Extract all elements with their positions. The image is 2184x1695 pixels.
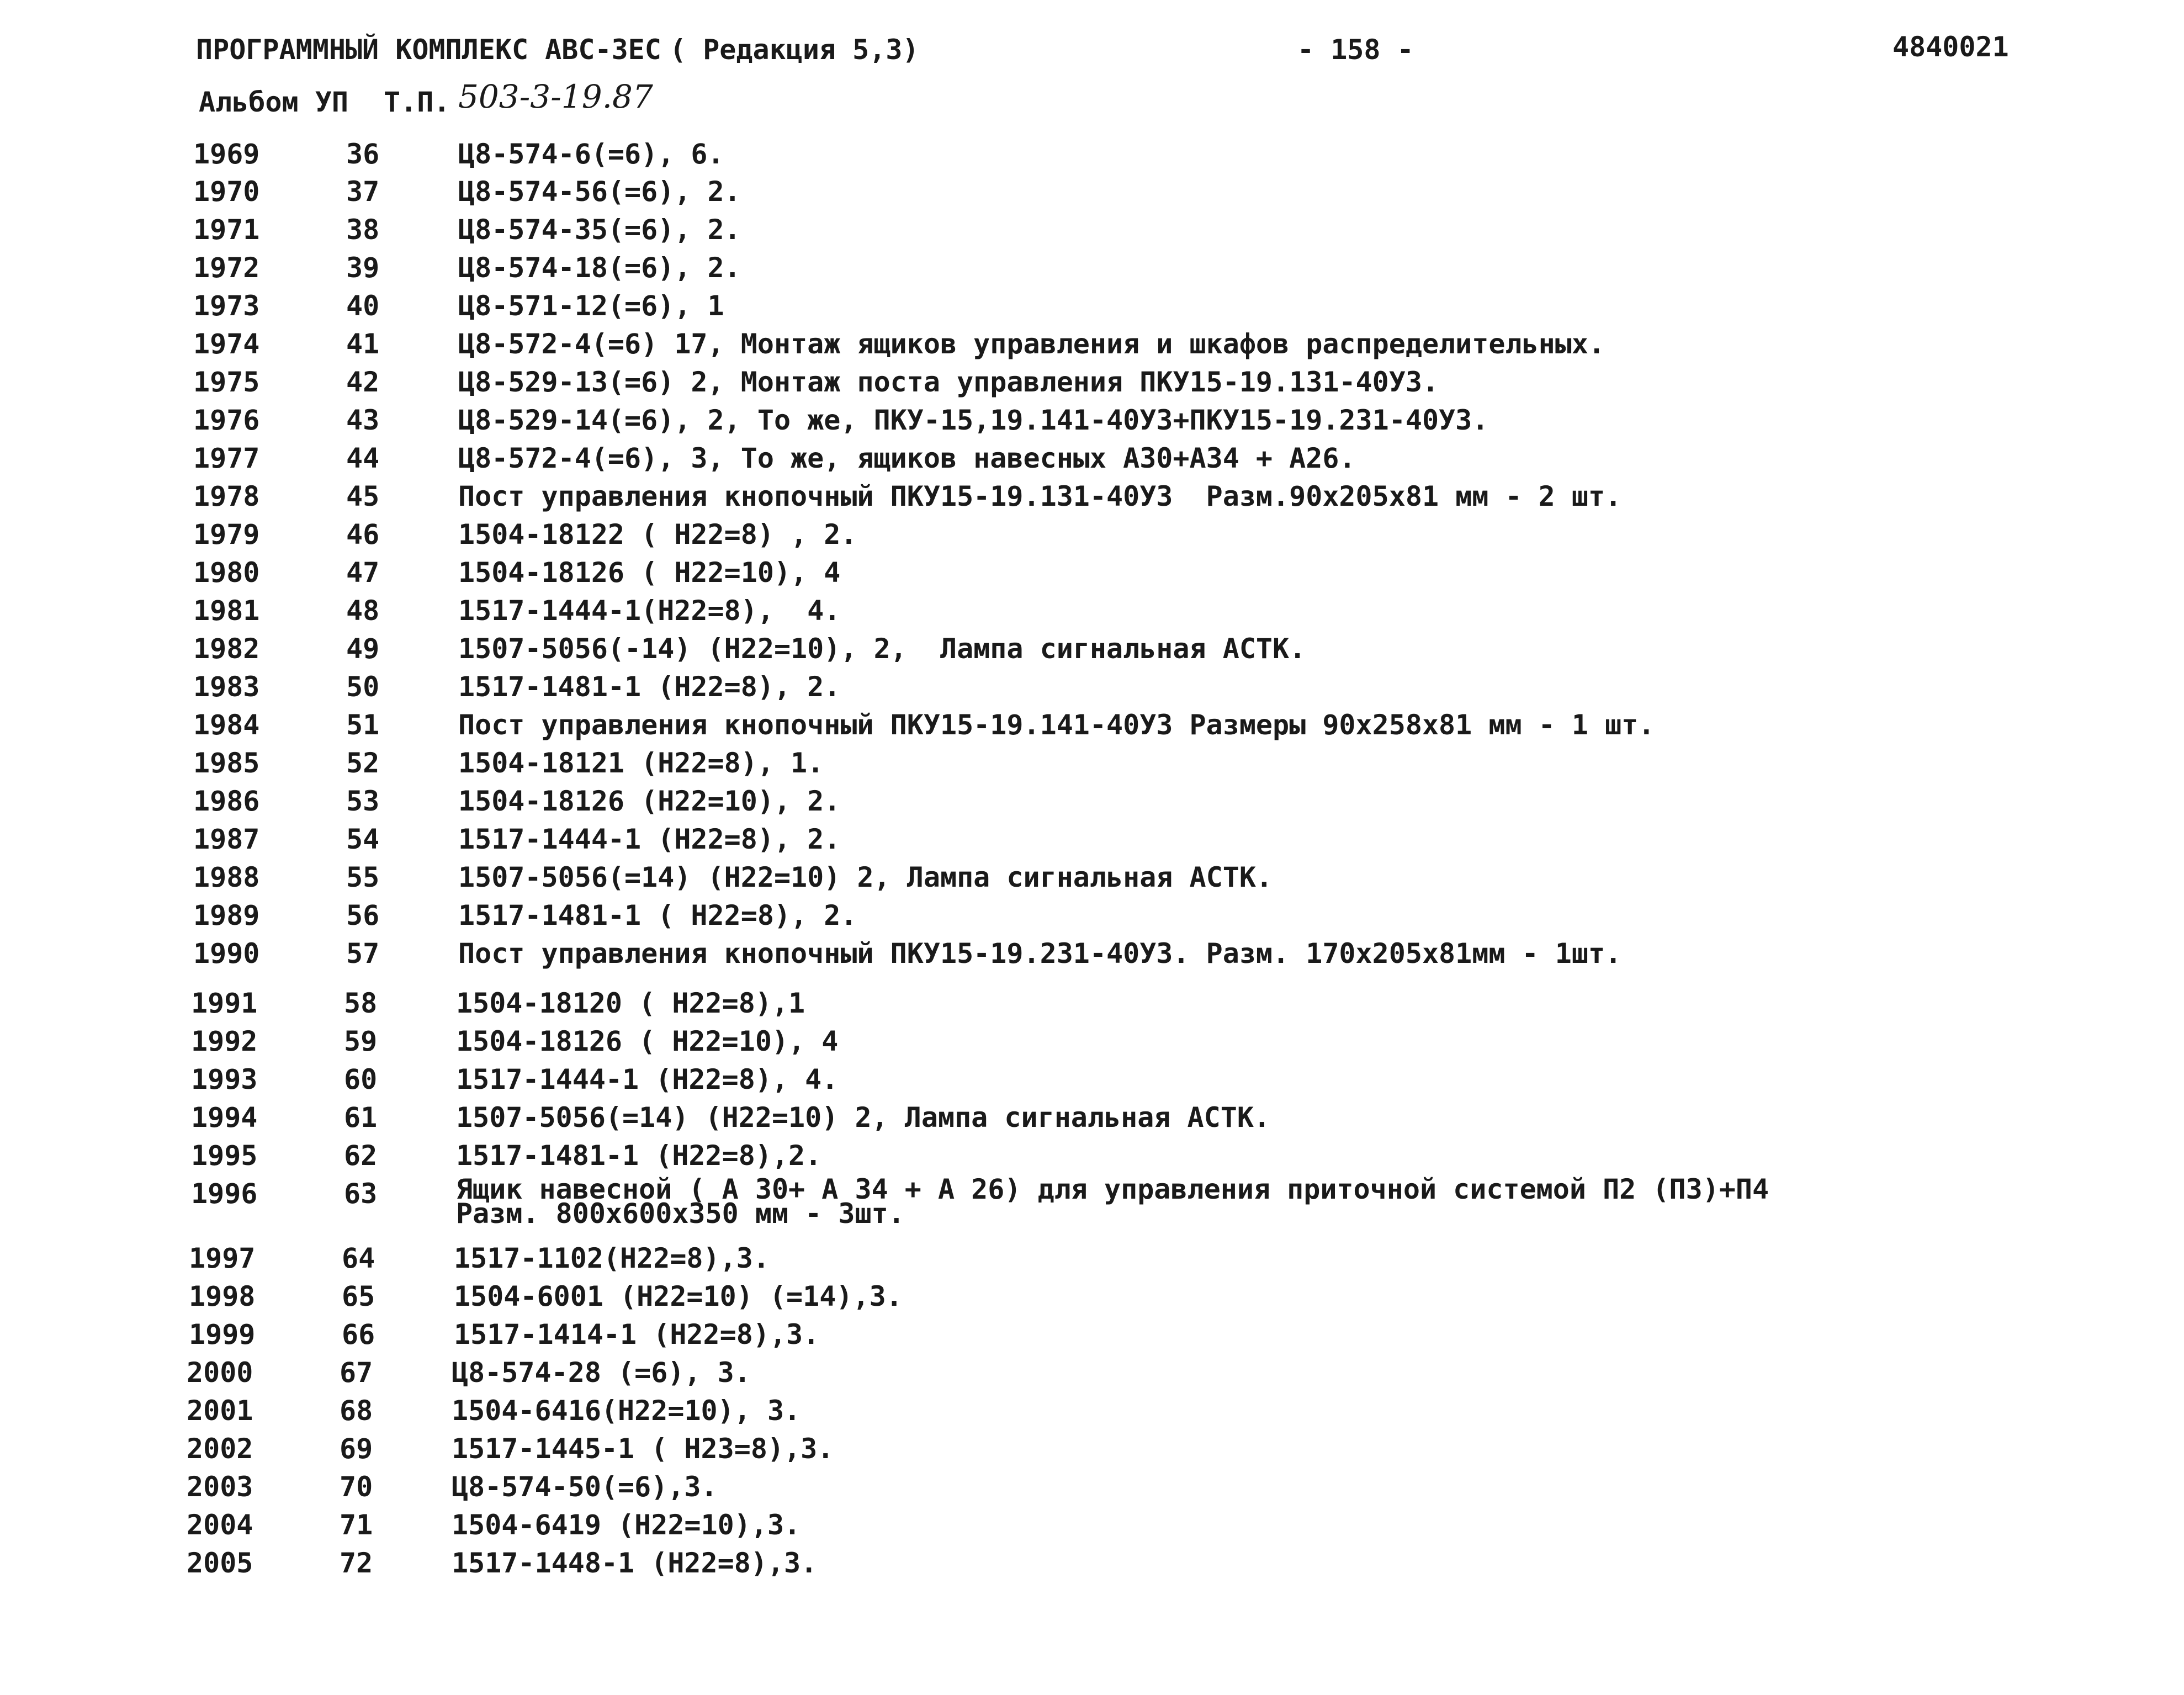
position-number: 55 bbox=[346, 861, 380, 893]
row-description: Ц8-574-18(=6), 2. bbox=[458, 252, 741, 284]
row-description: Пост управления кнопочный ПКУ15-19.141-40У3 Размеры 90х258х81 мм - 1 шт. bbox=[458, 709, 1655, 741]
position-number: 53 bbox=[346, 785, 380, 817]
position-number: 65 bbox=[342, 1280, 375, 1312]
doc-number: 4840021 bbox=[1893, 31, 2009, 63]
row-description: 1504-18120 ( Н22=8),1 bbox=[456, 987, 805, 1019]
position-number: 64 bbox=[342, 1242, 375, 1274]
row-number: 1981 bbox=[193, 595, 260, 627]
row-number: 1995 bbox=[191, 1140, 258, 1172]
row-number: 1998 bbox=[189, 1280, 256, 1312]
position-number: 41 bbox=[346, 328, 380, 360]
row-description: 1517-1102(Н22=8),3. bbox=[454, 1242, 770, 1274]
position-number: 60 bbox=[344, 1063, 378, 1095]
program-title: ПРОГРАММНЫЙ КОМПЛЕКС АВС-ЗЕС bbox=[196, 34, 661, 66]
position-number: 45 bbox=[346, 480, 380, 512]
position-number: 49 bbox=[346, 633, 380, 665]
position-number: 38 bbox=[346, 214, 380, 246]
position-number: 54 bbox=[346, 823, 380, 855]
position-number: 48 bbox=[346, 595, 380, 627]
row-number: 1989 bbox=[193, 899, 260, 931]
position-number: 71 bbox=[340, 1509, 373, 1541]
row-number: 1992 bbox=[191, 1025, 258, 1057]
row-description: Ц8-571-12(=6), 1 bbox=[458, 290, 724, 322]
row-description: 1517-1444-1(Н22=8), 4. bbox=[458, 595, 841, 627]
row-description: 1507-5056(=14) (Н22=10) 2, Лампа сигнальная АСТК. bbox=[456, 1101, 1271, 1133]
row-number: 1971 bbox=[193, 214, 260, 246]
row-description: 1504-18126 ( Н22=10), 4 bbox=[456, 1025, 839, 1057]
edition-label: ( Редакция 5,3) bbox=[670, 34, 919, 66]
position-number: 42 bbox=[346, 366, 380, 398]
row-number: 1976 bbox=[193, 404, 260, 436]
row-description: 1517-1481-1 (Н22=8), 2. bbox=[458, 671, 841, 703]
row-number: 2004 bbox=[187, 1509, 253, 1541]
row-description: Ц8-574-56(=6), 2. bbox=[458, 176, 741, 208]
position-number: 58 bbox=[344, 987, 378, 1019]
row-description bbox=[456, 1173, 1769, 1230]
position-number: 59 bbox=[344, 1025, 378, 1057]
position-number: 47 bbox=[346, 557, 380, 589]
row-number: 1991 bbox=[191, 987, 258, 1019]
row-description: 1517-1448-1 (Н22=8),3. bbox=[452, 1547, 818, 1579]
row-number: 1999 bbox=[189, 1318, 256, 1350]
row-description: 1504-18126 ( Н22=10), 4 bbox=[458, 557, 841, 589]
row-number: 1996 bbox=[191, 1178, 258, 1210]
position-number: 61 bbox=[344, 1101, 378, 1133]
row-description: Ц8-574-28 (=6), 3. bbox=[452, 1357, 751, 1389]
row-number: 1978 bbox=[193, 480, 260, 512]
row-number: 1987 bbox=[193, 823, 260, 855]
row-number: 1969 bbox=[193, 138, 260, 170]
row-number: 1983 bbox=[193, 671, 260, 703]
row-description: 1504-6416(Н22=10), 3. bbox=[452, 1395, 801, 1427]
row-description: Ц8-574-35(=6), 2. bbox=[458, 214, 741, 246]
row-number: 1970 bbox=[193, 176, 260, 208]
position-number: 50 bbox=[346, 671, 380, 703]
position-number: 63 bbox=[344, 1178, 378, 1210]
position-number: 51 bbox=[346, 709, 380, 741]
row-description-line: Разм. 800х600х350 мм - 3шт. bbox=[456, 1198, 905, 1230]
row-number: 1994 bbox=[191, 1101, 258, 1133]
row-description: Ц8-529-13(=6) 2, Монтаж поста управления ПКУ15-19.131-40У3. bbox=[458, 366, 1439, 398]
row-number: 1980 bbox=[193, 557, 260, 589]
row-description: 1504-6419 (Н22=10),3. bbox=[452, 1509, 801, 1541]
tp-number: 503-3-19.87 bbox=[458, 78, 653, 115]
row-number: 1988 bbox=[193, 861, 260, 893]
row-number: 1972 bbox=[193, 252, 260, 284]
row-description: Пост управления кнопочный ПКУ15-19.231-40У3. Разм. 170х205х81мм - 1шт. bbox=[458, 937, 1622, 970]
row-number: 1986 bbox=[193, 785, 260, 817]
row-description: Ц8-572-4(=6) 17, Монтаж ящиков управления и шкафов распределительных. bbox=[458, 328, 1605, 360]
position-number: 70 bbox=[340, 1471, 373, 1503]
row-number: 2001 bbox=[187, 1395, 253, 1427]
position-number: 52 bbox=[346, 747, 380, 779]
position-number: 46 bbox=[346, 518, 380, 550]
row-number: 1974 bbox=[193, 328, 260, 360]
album-label: Альбом УП bbox=[199, 86, 348, 118]
row-description: 1517-1481-1 ( Н22=8), 2. bbox=[458, 899, 857, 931]
row-number: 1993 bbox=[191, 1063, 258, 1095]
row-description: 1504-18122 ( Н22=8) , 2. bbox=[458, 518, 857, 550]
position-number: 62 bbox=[344, 1140, 378, 1172]
position-number: 56 bbox=[346, 899, 380, 931]
position-number: 67 bbox=[340, 1357, 373, 1389]
position-number: 44 bbox=[346, 442, 380, 474]
row-number: 1982 bbox=[193, 633, 260, 665]
position-number: 36 bbox=[346, 138, 380, 170]
row-description: 1517-1444-1 (Н22=8), 2. bbox=[458, 823, 841, 855]
row-description: 1504-6001 (Н22=10) (=14),3. bbox=[454, 1280, 903, 1312]
position-number: 40 bbox=[346, 290, 380, 322]
row-description: 1507-5056(-14) (Н22=10), 2, Лампа сигнальная АСТК. bbox=[458, 633, 1306, 665]
row-number: 1975 bbox=[193, 366, 260, 398]
row-number: 2003 bbox=[187, 1471, 253, 1503]
position-number: 68 bbox=[340, 1395, 373, 1427]
position-number: 39 bbox=[346, 252, 380, 284]
row-description: Пост управления кнопочный ПКУ15-19.131-40У3 Разм.90х205х81 мм - 2 шт. bbox=[458, 480, 1622, 512]
position-number: 72 bbox=[340, 1547, 373, 1579]
row-description: 1517-1444-1 (Н22=8), 4. bbox=[456, 1063, 839, 1095]
position-number: 43 bbox=[346, 404, 380, 436]
row-number: 1984 bbox=[193, 709, 260, 741]
row-number: 1997 bbox=[189, 1242, 256, 1274]
row-description: 1517-1445-1 ( Н23=8),3. bbox=[452, 1433, 834, 1465]
row-description-line: Ящик навесной ( А 30+ А 34 + А 26) для управления приточной системой П2 (П3)+П4 bbox=[456, 1173, 1769, 1205]
row-number: 2002 bbox=[187, 1433, 253, 1465]
row-description: Ц8-574-6(=6), 6. bbox=[458, 138, 724, 170]
position-number: 66 bbox=[342, 1318, 375, 1350]
row-description: Ц8-529-14(=6), 2, То же, ПКУ-15,19.141-40У3+ПКУ15-19.231-40У3. bbox=[458, 404, 1489, 436]
row-description: 1504-18121 (Н22=8), 1. bbox=[458, 747, 824, 779]
row-number: 1979 bbox=[193, 518, 260, 550]
position-number: 69 bbox=[340, 1433, 373, 1465]
position-number: 57 bbox=[346, 937, 380, 970]
row-description: Ц8-574-50(=6),3. bbox=[452, 1471, 718, 1503]
row-description: 1517-1481-1 (Н22=8),2. bbox=[456, 1140, 822, 1172]
row-number: 2000 bbox=[187, 1357, 253, 1389]
row-number: 2005 bbox=[187, 1547, 253, 1579]
tp-label: Т.П. bbox=[384, 86, 450, 118]
row-number: 1977 bbox=[193, 442, 260, 474]
position-number: 37 bbox=[346, 176, 380, 208]
row-description: 1507-5056(=14) (Н22=10) 2, Лампа сигнальная АСТК. bbox=[458, 861, 1273, 893]
page-number: - 158 - bbox=[1297, 34, 1414, 66]
row-number: 1990 bbox=[193, 937, 260, 970]
row-description: 1504-18126 (Н22=10), 2. bbox=[458, 785, 841, 817]
row-number: 1973 bbox=[193, 290, 260, 322]
row-description: Ц8-572-4(=6), 3, То же, ящиков навесных А30+А34 + А26. bbox=[458, 442, 1356, 474]
row-description: 1517-1414-1 (Н22=8),3. bbox=[454, 1318, 820, 1350]
row-number: 1985 bbox=[193, 747, 260, 779]
